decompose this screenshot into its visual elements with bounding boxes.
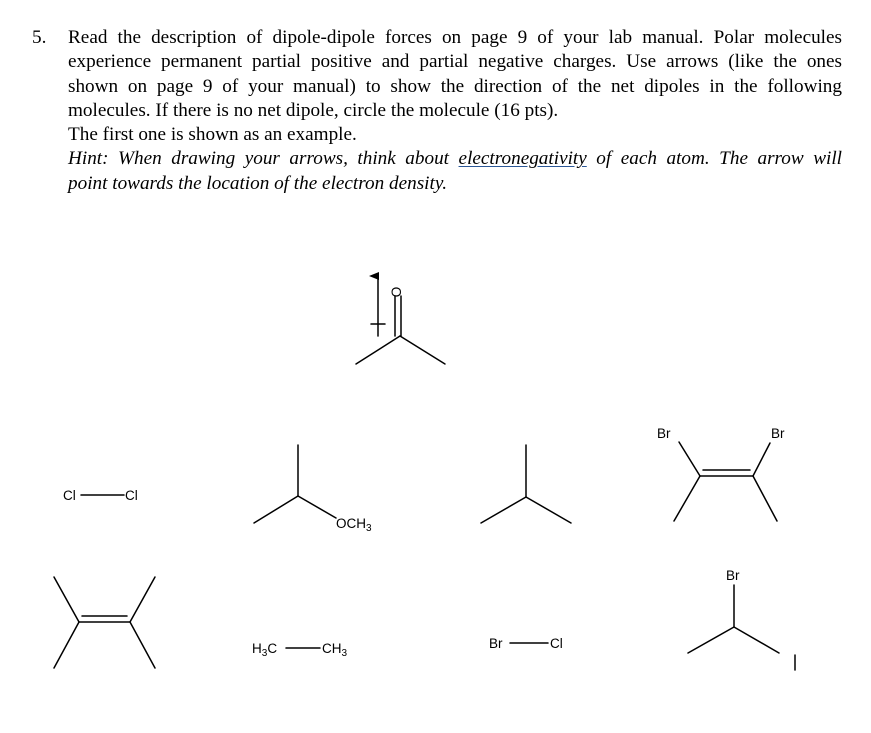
bond [54,622,79,668]
bond [679,442,700,476]
example-line: The first one is shown as an example. [68,124,357,146]
molecule-methyl-ether [254,445,372,534]
bond [734,627,779,653]
bond [130,577,155,622]
bond [526,497,571,523]
molecule-chlorine [63,488,138,503]
molecule-dibromo-alkene [657,426,785,521]
bond [674,476,700,521]
atom-oxygen: O [389,286,404,298]
bond [400,336,445,364]
question-line-1: Read the description of dipole-dipole forces on page 9 of your lab manual. Polar molecules [68,27,842,48]
bond [356,336,400,364]
molecule-tetramethylethylene [54,577,155,668]
atom-bromine: Br [657,426,671,441]
atom-bromine: Br [771,426,785,441]
question-line-2: experience permanent partial positive and partial negative charges. Use arrows (like the ones [68,51,842,73]
molecule-bromine-chloride [489,636,563,651]
hint-suffix: of each atom. The arrow will [586,148,842,170]
atom-bromine: Br [726,568,740,583]
molecule-acetone [356,276,445,364]
group-methyl-right: $CH_3$ [322,641,348,659]
bond [254,496,298,523]
bond [130,622,155,668]
hint-prefix: Hint: When drawing your arrows, think about [68,148,459,170]
molecule-isobutane [481,445,571,523]
question-line-4: molecules. If there is no net dipole, circle the molecule (16 pts). [68,99,559,121]
atom-bromine: Br [489,636,503,651]
group-methyl-left: $H_3C$ [252,641,278,659]
bond [753,476,777,521]
group-methoxy: $OCH_3$ [336,516,372,534]
atom-chlorine: Cl [63,488,76,503]
atom-chlorine: Cl [125,488,138,503]
molecule-bromopropane [688,568,795,670]
hint-line-2: point towards the location of the electron density. [68,172,448,194]
atom-chlorine: Cl [550,636,563,651]
bond [481,497,526,523]
question-number: 5. [32,27,47,48]
question-line-3: shown on page 9 of your manual) to show the direction of the net dipoles in the following [68,75,842,97]
molecule-ethane [252,641,348,659]
hint-keyword: electronegativity [458,148,587,170]
bond [753,443,770,476]
bond [54,577,79,622]
bond [688,627,734,653]
bond [298,496,336,518]
